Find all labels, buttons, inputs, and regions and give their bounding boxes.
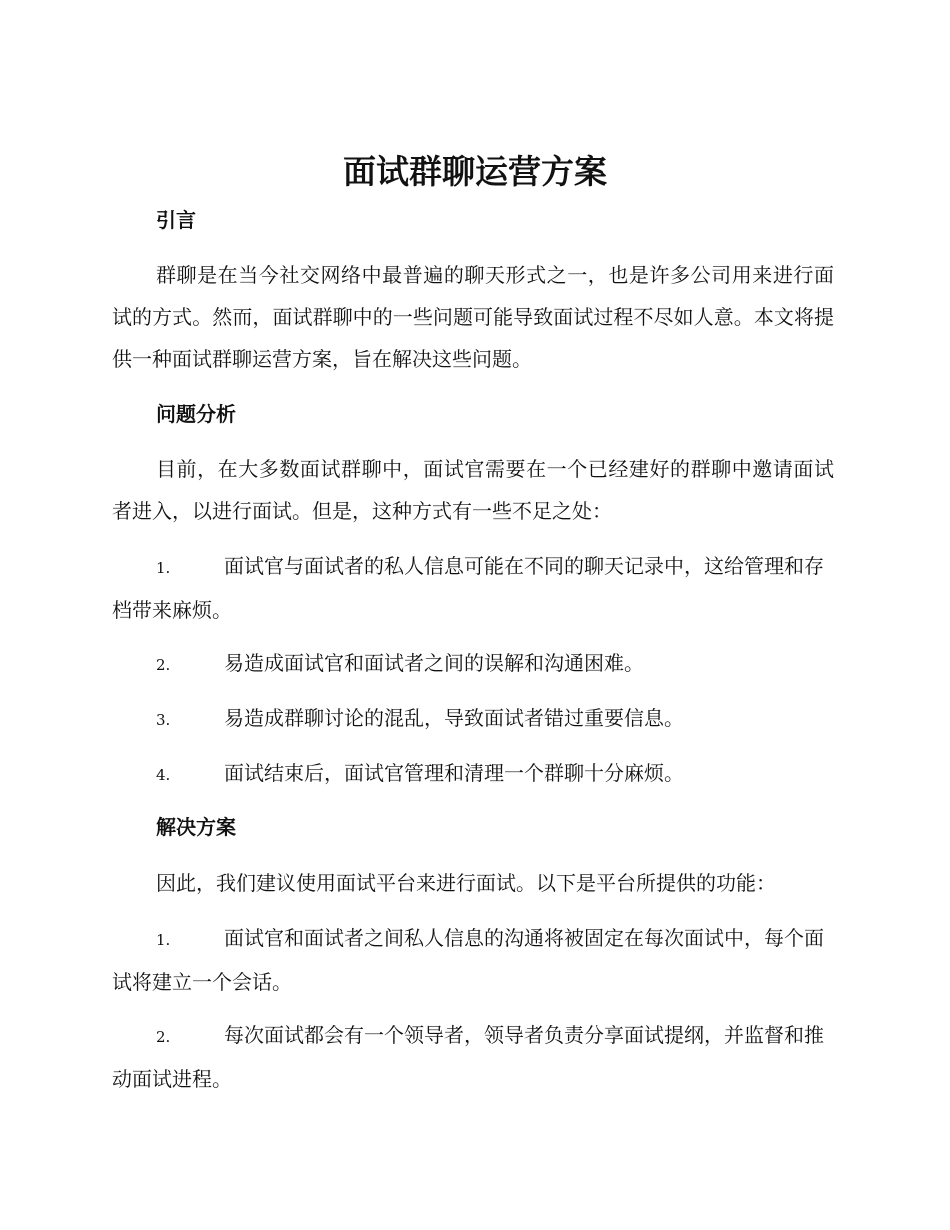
section-heading-intro: 引言 [156, 208, 196, 232]
list-number: 2. [156, 1028, 171, 1046]
list-number: 2. [156, 656, 171, 674]
list-item [112, 545, 834, 631]
section-heading-problem-analysis: 问题分析 [156, 402, 236, 426]
list-item-text: 面试结束后，面试官管理和清理一个群聊十分麻烦。 [224, 761, 684, 785]
list-item [112, 697, 834, 741]
list-item-text: 面试官与面试者的私人信息可能在不同的聊天记录中，这给管理和存档带来麻烦。 [112, 554, 824, 622]
list-number: 1. [156, 559, 171, 577]
list-item [112, 1014, 834, 1100]
paragraph-intro: 群聊是在当今社交网络中最普遍的聊天形式之一，也是许多公司用来进行面试的方式。然而，面试群聊中的一些问题可能导致面试过程不尽如人意。本文将提供一种面试群聊运营方案，旨在解决这些问题。 [112, 263, 834, 371]
document-title: 面试群聊运营方案 [343, 152, 607, 191]
list-item-text: 每次面试都会有一个领导者，领导者负责分享面试提纲，并监督和推动面试进程。 [112, 1023, 824, 1091]
list-number: 1. [156, 931, 171, 949]
paragraph-solution: 因此，我们建议使用面试平台来进行面试。以下是平台所提供的功能： [156, 871, 776, 895]
paragraph-problem-analysis: 目前，在大多数面试群聊中，面试官需要在一个已经建好的群聊中邀请面试者进入，以进行面试。但是，这种方式有一些不足之处： [112, 457, 834, 523]
list-item [112, 752, 834, 796]
list-item-text: 易造成群聊讨论的混乱，导致面试者错过重要信息。 [224, 706, 684, 730]
list-number: 4. [156, 766, 171, 784]
list-item-text: 面试官和面试者之间私人信息的沟通将被固定在每次面试中，每个面试将建立一个会话。 [112, 926, 824, 994]
list-number: 3. [156, 711, 171, 729]
section-heading-solution: 解决方案 [156, 815, 236, 839]
list-item [112, 642, 834, 686]
list-item-text: 易造成面试官和面试者之间的误解和沟通困难。 [224, 651, 644, 675]
list-item [112, 917, 834, 1003]
